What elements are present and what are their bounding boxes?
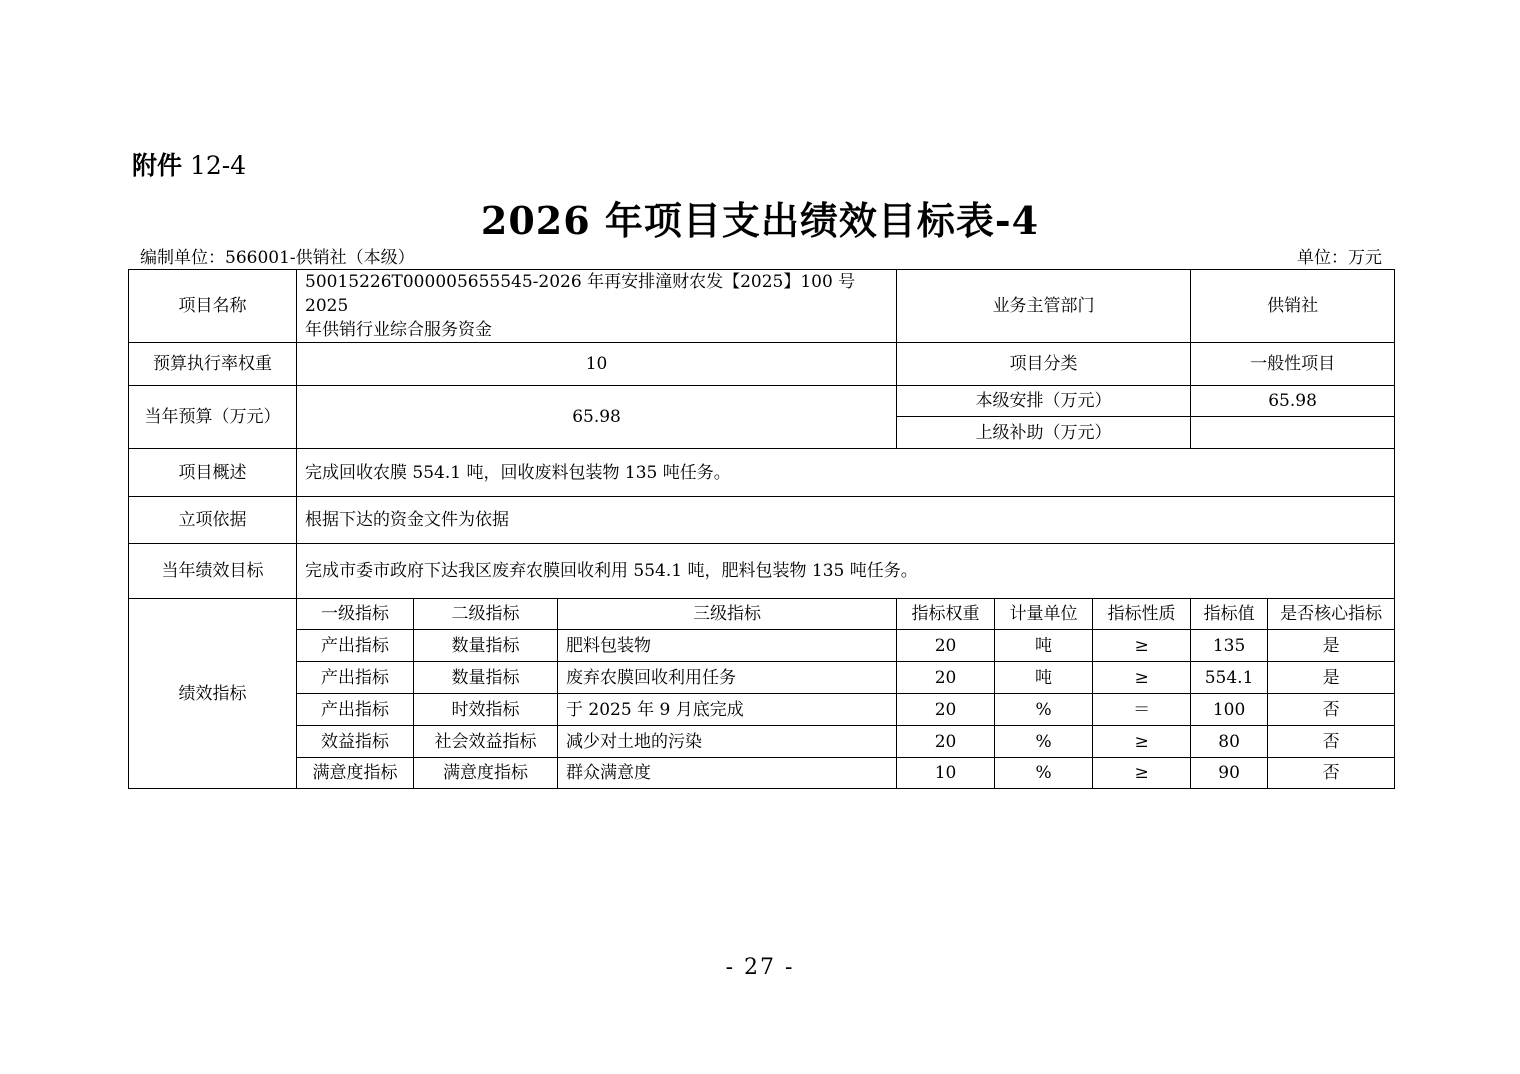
project-name-line1: 50015226T000005655545-2026 年再安排潼财农发【2025】100 号 2025 xyxy=(305,272,856,316)
indicator-level2: 数量指标 xyxy=(414,662,558,694)
goal-value: 完成市委市政府下达我区废弃农膜回收利用 554.1 吨，肥料包装物 135 吨任务。 xyxy=(297,544,1395,599)
indicator-value: 90 xyxy=(1191,758,1268,789)
indicator-row xyxy=(129,694,1395,726)
indicator-core: 否 xyxy=(1268,726,1395,758)
row-weight xyxy=(129,343,1395,386)
category-label: 项目分类 xyxy=(897,343,1191,386)
project-name-line2: 年供销行业综合服务资金 xyxy=(305,320,492,340)
row-overview xyxy=(129,449,1395,497)
category-value: 一般性项目 xyxy=(1191,343,1395,386)
upper-label: 上级补助（万元） xyxy=(897,417,1191,449)
indicator-value: 135 xyxy=(1191,630,1268,662)
indicator-core: 是 xyxy=(1268,630,1395,662)
project-name-value xyxy=(297,270,897,343)
indicator-core: 是 xyxy=(1268,662,1395,694)
attachment-label xyxy=(132,146,246,182)
indicator-level3: 废弃农膜回收利用任务 xyxy=(558,662,897,694)
indicator-nature: ≥ xyxy=(1093,662,1191,694)
overview-label: 项目概述 xyxy=(129,449,297,497)
indicator-nature: ≥ xyxy=(1093,726,1191,758)
indicator-level3: 减少对土地的污染 xyxy=(558,726,897,758)
header-core: 是否核心指标 xyxy=(1268,599,1395,630)
indicator-core: 否 xyxy=(1268,694,1395,726)
indicator-level1: 产出指标 xyxy=(297,630,414,662)
indicator-core: 否 xyxy=(1268,758,1395,789)
indicator-level1: 产出指标 xyxy=(297,662,414,694)
indicator-unit: % xyxy=(995,726,1093,758)
indicator-weight: 20 xyxy=(897,726,995,758)
indicator-weight: 10 xyxy=(897,758,995,789)
header-value: 指标值 xyxy=(1191,599,1268,630)
compiling-unit: 编制单位：566001-供销社（本级） xyxy=(140,248,415,268)
goal-label: 当年绩效目标 xyxy=(129,544,297,599)
performance-table-wrapper xyxy=(128,269,1394,789)
indicator-level3: 肥料包装物 xyxy=(558,630,897,662)
project-name-label: 项目名称 xyxy=(129,270,297,343)
budget-value: 65.98 xyxy=(297,386,897,449)
indicator-level2: 满意度指标 xyxy=(414,758,558,789)
indicator-value: 80 xyxy=(1191,726,1268,758)
header-unit: 计量单位 xyxy=(995,599,1093,630)
dept-label: 业务主管部门 xyxy=(897,270,1191,343)
attachment-number: 12-4 xyxy=(189,151,247,180)
indicator-header-row xyxy=(129,599,1395,630)
header-nature: 指标性质 xyxy=(1093,599,1191,630)
indicator-level3: 于 2025 年 9 月底完成 xyxy=(558,694,897,726)
money-unit: 单位：万元 xyxy=(1297,248,1382,268)
indicator-level1: 产出指标 xyxy=(297,694,414,726)
indicator-nature: ≥ xyxy=(1093,758,1191,789)
header-level1: 一级指标 xyxy=(297,599,414,630)
indicator-unit: % xyxy=(995,758,1093,789)
indicator-value: 100 xyxy=(1191,694,1268,726)
overview-value: 完成回收农膜 554.1 吨，回收废料包装物 135 吨任务。 xyxy=(297,449,1395,497)
header-weight: 指标权重 xyxy=(897,599,995,630)
indicator-level2: 社会效益指标 xyxy=(414,726,558,758)
indicator-unit: % xyxy=(995,694,1093,726)
local-label: 本级安排（万元） xyxy=(897,386,1191,417)
page-title: 2026 年项目支出绩效目标表-4 xyxy=(480,198,1040,243)
indicator-weight: 20 xyxy=(897,662,995,694)
indicator-level2: 数量指标 xyxy=(414,630,558,662)
indicator-row xyxy=(129,726,1395,758)
basis-value: 根据下达的资金文件为依据 xyxy=(297,497,1395,544)
indicator-unit: 吨 xyxy=(995,662,1093,694)
basis-label: 立项依据 xyxy=(129,497,297,544)
dept-value: 供销社 xyxy=(1191,270,1395,343)
indicator-weight: 20 xyxy=(897,694,995,726)
performance-table xyxy=(128,269,1395,789)
indicator-row xyxy=(129,630,1395,662)
indicator-row xyxy=(129,758,1395,789)
attachment-prefix: 附件 xyxy=(132,151,183,180)
row-project-name xyxy=(129,270,1395,343)
weight-value: 10 xyxy=(297,343,897,386)
indicator-nature: ≥ xyxy=(1093,630,1191,662)
indicator-level1: 效益指标 xyxy=(297,726,414,758)
indicators-label: 绩效指标 xyxy=(129,599,297,789)
indicator-level3: 群众满意度 xyxy=(558,758,897,789)
budget-label: 当年预算（万元） xyxy=(129,386,297,449)
weight-label: 预算执行率权重 xyxy=(129,343,297,386)
header-level3: 三级指标 xyxy=(558,599,897,630)
page-number: - 27 - xyxy=(725,955,795,980)
upper-value xyxy=(1191,417,1395,449)
local-value: 65.98 xyxy=(1191,386,1395,417)
indicator-level2: 时效指标 xyxy=(414,694,558,726)
row-basis xyxy=(129,497,1395,544)
header-level2: 二级指标 xyxy=(414,599,558,630)
indicator-nature: ＝ xyxy=(1093,694,1191,726)
indicator-weight: 20 xyxy=(897,630,995,662)
row-goal xyxy=(129,544,1395,599)
row-budget-local xyxy=(129,386,1395,417)
indicator-level1: 满意度指标 xyxy=(297,758,414,789)
indicator-unit: 吨 xyxy=(995,630,1093,662)
indicator-value: 554.1 xyxy=(1191,662,1268,694)
indicator-row xyxy=(129,662,1395,694)
